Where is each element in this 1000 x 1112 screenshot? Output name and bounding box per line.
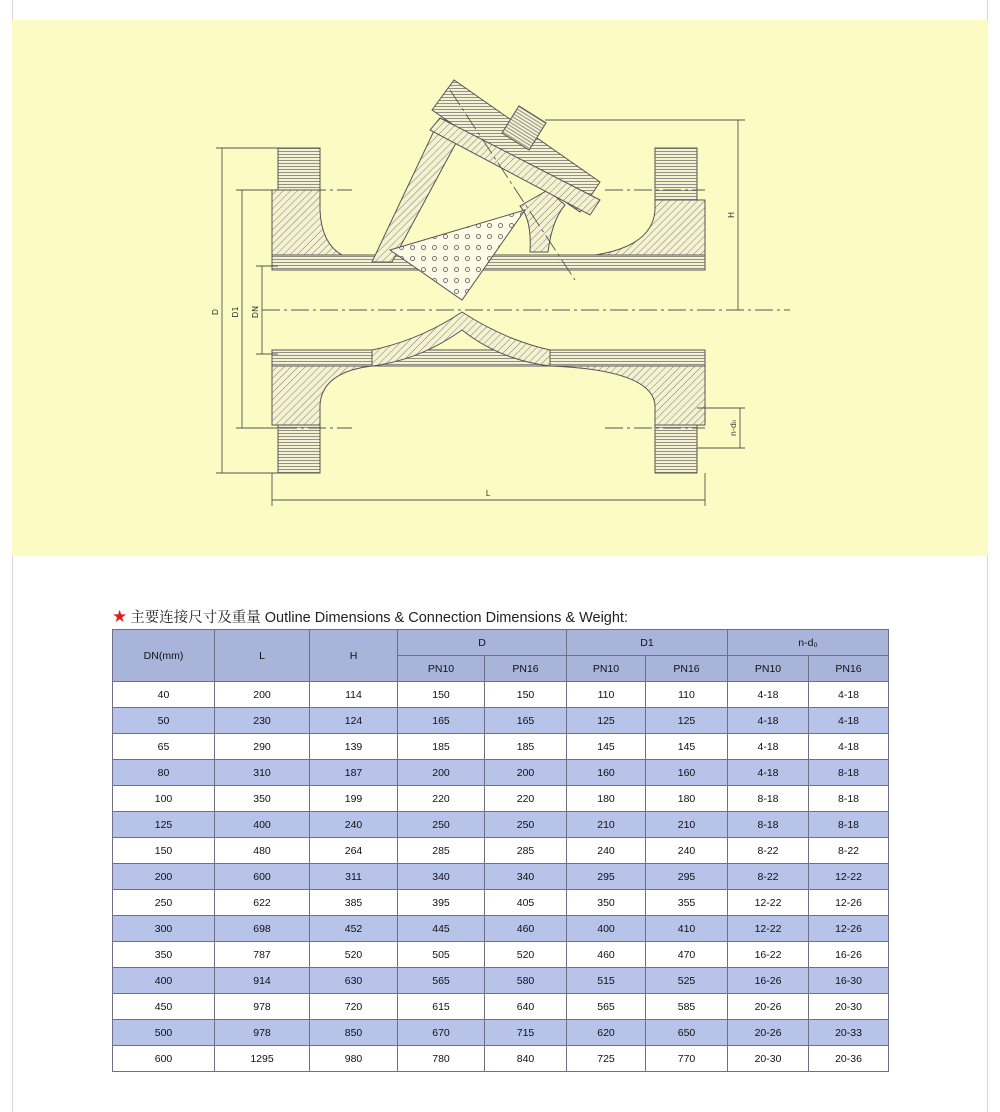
table-cell: 210 <box>646 812 728 838</box>
table-cell: 445 <box>398 916 485 942</box>
table-cell: 400 <box>215 812 310 838</box>
table-cell: 978 <box>215 994 310 1020</box>
table-cell: 295 <box>646 864 728 890</box>
table-cell: 350 <box>567 890 646 916</box>
table-row <box>113 942 889 968</box>
table-cell: 780 <box>398 1046 485 1072</box>
table-row <box>113 812 889 838</box>
table-cell: 580 <box>485 968 567 994</box>
table-cell: 850 <box>310 1020 398 1046</box>
table-cell: 12-22 <box>809 864 889 890</box>
table-cell: 240 <box>646 838 728 864</box>
table-cell: 40 <box>113 682 215 708</box>
table-cell: 8-18 <box>728 786 809 812</box>
table-cell: 16-26 <box>728 968 809 994</box>
table-cell: 787 <box>215 942 310 968</box>
header-d1: D1 <box>567 630 728 656</box>
table-cell: 12-22 <box>728 890 809 916</box>
table-cell: 670 <box>398 1020 485 1046</box>
table-cell: 520 <box>485 942 567 968</box>
header-nd-pn10: PN10 <box>728 656 809 682</box>
table-cell: 240 <box>310 812 398 838</box>
table-cell: 715 <box>485 1020 567 1046</box>
table-cell: 4-18 <box>728 760 809 786</box>
table-row <box>113 838 889 864</box>
table-cell: 150 <box>485 682 567 708</box>
technical-drawing-panel <box>12 20 988 556</box>
table-cell: 300 <box>113 916 215 942</box>
table-cell: 65 <box>113 734 215 760</box>
table-cell: 50 <box>113 708 215 734</box>
table-cell: 470 <box>646 942 728 968</box>
header-nd-pn16: PN16 <box>809 656 889 682</box>
table-cell: 200 <box>398 760 485 786</box>
table-cell: 400 <box>567 916 646 942</box>
table-cell: 4-18 <box>728 734 809 760</box>
table-cell: 8-22 <box>728 864 809 890</box>
table-cell: 250 <box>398 812 485 838</box>
table-cell: 150 <box>398 682 485 708</box>
table-cell: 4-18 <box>809 682 889 708</box>
table-row <box>113 968 889 994</box>
table-row <box>113 916 889 942</box>
table-cell: 525 <box>646 968 728 994</box>
table-cell: 385 <box>310 890 398 916</box>
dim-label-d1: D1 <box>231 306 240 318</box>
table-cell: 450 <box>113 994 215 1020</box>
table-cell: 185 <box>398 734 485 760</box>
table-cell: 285 <box>485 838 567 864</box>
y-strainer-drawing <box>12 20 988 556</box>
table-cell: 8-22 <box>728 838 809 864</box>
table-cell: 622 <box>215 890 310 916</box>
table-cell: 8-18 <box>809 812 889 838</box>
table-cell: 8-18 <box>809 786 889 812</box>
table-cell: 20-30 <box>809 994 889 1020</box>
table-cell: 460 <box>567 942 646 968</box>
table-cell: 180 <box>567 786 646 812</box>
table-cell: 980 <box>310 1046 398 1072</box>
header-d1-pn10: PN10 <box>567 656 646 682</box>
table-cell: 350 <box>215 786 310 812</box>
dim-label-d: D <box>211 308 220 316</box>
table-row <box>113 786 889 812</box>
table-cell: 400 <box>113 968 215 994</box>
table-cell: 311 <box>310 864 398 890</box>
table-row <box>113 734 889 760</box>
table-cell: 20-36 <box>809 1046 889 1072</box>
table-row <box>113 1020 889 1046</box>
table-cell: 20-30 <box>728 1046 809 1072</box>
table-cell: 615 <box>398 994 485 1020</box>
table-cell: 295 <box>567 864 646 890</box>
table-cell: 340 <box>398 864 485 890</box>
table-row <box>113 708 889 734</box>
table-cell: 12-26 <box>809 916 889 942</box>
table-cell: 978 <box>215 1020 310 1046</box>
table-cell: 139 <box>310 734 398 760</box>
table-cell: 565 <box>567 994 646 1020</box>
header-h: H <box>310 630 398 682</box>
table-cell: 200 <box>215 682 310 708</box>
table-cell: 199 <box>310 786 398 812</box>
dim-label-l: L <box>485 489 491 498</box>
table-cell: 4-18 <box>728 708 809 734</box>
table-cell: 187 <box>310 760 398 786</box>
caption-en: Outline Dimensions & Connection Dimensions & Weight: <box>264 610 628 626</box>
table-cell: 4-18 <box>809 734 889 760</box>
table-cell: 125 <box>567 708 646 734</box>
table-cell: 165 <box>485 708 567 734</box>
table-cell: 20-26 <box>728 994 809 1020</box>
table-cell: 210 <box>567 812 646 838</box>
table-cell: 16-22 <box>728 942 809 968</box>
left-flange <box>272 148 372 473</box>
header-l: L <box>215 630 310 682</box>
table-cell: 20-26 <box>728 1020 809 1046</box>
table-cell: 480 <box>215 838 310 864</box>
dim-label-dn: DN <box>251 305 260 319</box>
table-cell: 100 <box>113 786 215 812</box>
table-cell: 200 <box>113 864 215 890</box>
table-cell: 220 <box>485 786 567 812</box>
dimensions-table <box>112 629 889 1072</box>
table-cell: 80 <box>113 760 215 786</box>
table-cell: 250 <box>485 812 567 838</box>
table-cell: 8-22 <box>809 838 889 864</box>
table-cell: 452 <box>310 916 398 942</box>
strainer-body <box>272 255 705 366</box>
table-cell: 310 <box>215 760 310 786</box>
table-cell: 20-33 <box>809 1020 889 1046</box>
table-cell: 410 <box>646 916 728 942</box>
star-icon: ★ <box>112 607 128 626</box>
dim-label-nd: n-d₀ <box>729 419 738 437</box>
table-cell: 914 <box>215 968 310 994</box>
table-cell: 460 <box>485 916 567 942</box>
table-cell: 1295 <box>215 1046 310 1072</box>
table-row <box>113 890 889 916</box>
table-cell: 12-26 <box>809 890 889 916</box>
table-cell: 725 <box>567 1046 646 1072</box>
table-caption <box>112 607 628 627</box>
table-cell: 250 <box>113 890 215 916</box>
table-cell: 600 <box>113 1046 215 1072</box>
table-cell: 180 <box>646 786 728 812</box>
table-cell: 515 <box>567 968 646 994</box>
table-row <box>113 760 889 786</box>
table-cell: 640 <box>485 994 567 1020</box>
table-cell: 355 <box>646 890 728 916</box>
table-cell: 200 <box>485 760 567 786</box>
table-cell: 565 <box>398 968 485 994</box>
table-cell: 12-22 <box>728 916 809 942</box>
table-cell: 114 <box>310 682 398 708</box>
table-cell: 290 <box>215 734 310 760</box>
table-row <box>113 864 889 890</box>
table-cell: 698 <box>215 916 310 942</box>
table-cell: 230 <box>215 708 310 734</box>
table-cell: 600 <box>215 864 310 890</box>
header-dn: DN(mm) <box>113 630 215 682</box>
table-cell: 16-30 <box>809 968 889 994</box>
table-cell: 340 <box>485 864 567 890</box>
table-cell: 145 <box>646 734 728 760</box>
table-cell: 770 <box>646 1046 728 1072</box>
caption-cn: 主要连接尺寸及重量 <box>130 610 261 626</box>
table-cell: 240 <box>567 838 646 864</box>
table-row <box>113 682 889 708</box>
header-nd: n-d₀ <box>728 630 889 656</box>
table-row <box>113 994 889 1020</box>
table-cell: 630 <box>310 968 398 994</box>
table-cell: 110 <box>567 682 646 708</box>
table-cell: 650 <box>646 1020 728 1046</box>
table-cell: 264 <box>310 838 398 864</box>
table-cell: 500 <box>113 1020 215 1046</box>
table-cell: 150 <box>113 838 215 864</box>
table-cell: 395 <box>398 890 485 916</box>
header-d-pn16: PN16 <box>485 656 567 682</box>
header-d1-pn16: PN16 <box>646 656 728 682</box>
header-d: D <box>398 630 567 656</box>
table-cell: 220 <box>398 786 485 812</box>
table-cell: 110 <box>646 682 728 708</box>
table-cell: 350 <box>113 942 215 968</box>
table-cell: 165 <box>398 708 485 734</box>
table-cell: 185 <box>485 734 567 760</box>
table-cell: 505 <box>398 942 485 968</box>
table-cell: 8-18 <box>809 760 889 786</box>
table-cell: 405 <box>485 890 567 916</box>
table-cell: 840 <box>485 1046 567 1072</box>
dim-label-h: H <box>727 211 736 219</box>
table-cell: 4-18 <box>728 682 809 708</box>
table-cell: 124 <box>310 708 398 734</box>
table-cell: 285 <box>398 838 485 864</box>
table-cell: 16-26 <box>809 942 889 968</box>
table-cell: 585 <box>646 994 728 1020</box>
table-cell: 145 <box>567 734 646 760</box>
table-cell: 620 <box>567 1020 646 1046</box>
table-cell: 125 <box>113 812 215 838</box>
header-d-pn10: PN10 <box>398 656 485 682</box>
table-body <box>113 682 889 1072</box>
table-cell: 720 <box>310 994 398 1020</box>
table-cell: 4-18 <box>809 708 889 734</box>
table-row <box>113 1046 889 1072</box>
table-cell: 160 <box>646 760 728 786</box>
table-cell: 8-18 <box>728 812 809 838</box>
table-cell: 125 <box>646 708 728 734</box>
table-cell: 520 <box>310 942 398 968</box>
table-cell: 160 <box>567 760 646 786</box>
